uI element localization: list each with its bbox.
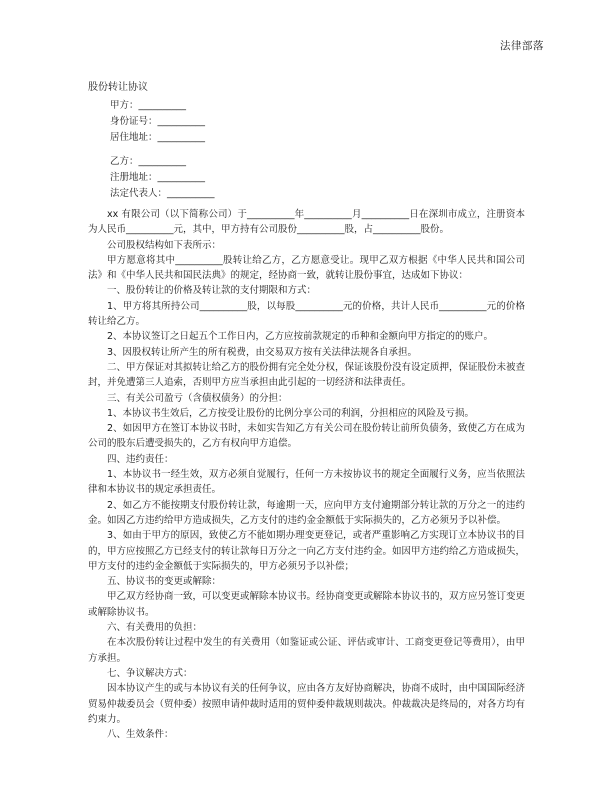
clause-1-1: 1、甲方将其所持公司__________股，以每股__________元的价格，共计人民币__________元的价格转让给乙方。: [88, 300, 525, 328]
party-a-block: [110, 98, 205, 146]
clause-4-1: 1、本协议书一经生效，双方必须自觉履行，任何一方未按协议书的规定全面履行义务，应当依照法律和本协议书的规定承担责任。: [88, 469, 525, 496]
header-brand: 法律部落: [500, 40, 544, 52]
party-b-legal-rep: 法定代表人：__________: [110, 188, 215, 199]
section-heading-4: 四、违约责任：: [107, 453, 174, 465]
paragraph-intro: xx 有限公司（以下简称公司）于__________年__________月__________日在深圳市成立，注册资本为人民币__________元，其中，甲方持有公司股份__________股，占__________股份。: [88, 209, 525, 236]
clause-3-1: 1、本协议书生效后，乙方按受让股份的比例分享公司的利润，分担相应的风险及亏损。: [107, 407, 475, 419]
clause-1-3: 3、因股权转让所产生的所有税费，由交易双方按有关法律法规各自承担。: [107, 346, 418, 358]
clause-1-2: 2、本协议签订之日起五个工作日内，乙方应按前款规定的币种和金额向甲方指定的的账户。: [107, 331, 494, 343]
clause-6: 在本次股份转让过程中发生的有关费用（如鉴证或公证、评估或审计、工商变更登记等费用），由甲方承担。: [88, 637, 525, 664]
paragraph-transfer-intent: 甲方愿意将其中__________股转让给乙方，乙方愿意受让。现甲乙双方根据《中华人民共和国公司法》和《中华人民共和国民法典》的规定，经协商一致，就转让股份事宜，达成如下协议：: [88, 254, 525, 282]
section-heading-5: 五、协议书的变更或解除：: [107, 576, 222, 588]
clause-5: 甲乙双方经协商一致，可以变更或解除本协议书。经协商变更或解除本协议书的，双方应另签订变更或解除协议书。: [88, 591, 526, 618]
party-b-block: [110, 154, 215, 202]
party-a-name: 甲方：__________: [110, 100, 187, 111]
document-body: [88, 207, 525, 742]
section-heading-6: 六、有关费用的负担：: [107, 622, 203, 634]
document-title: 股份转让协议: [88, 82, 148, 93]
party-b-address: 注册地址：__________: [110, 172, 206, 183]
clause-3-2: 2、如因甲方在签订本协议书时，未如实告知乙方有关公司在股份转让前所负债务，致使乙方在成为公司的股东后遭受损失的，乙方有权向甲方追偿。: [88, 423, 525, 450]
clause-4-2: 2、如乙方不能按期支付股份转让款，每逾期一天，应向甲方支付逾期部分转让款的万分之一的违约金。如因乙方违约给甲方造成损失，乙方支付的违约金金额低于实际损失的，乙方必须另予以补偿。: [88, 499, 525, 526]
party-b-name: 乙方：__________: [110, 156, 187, 167]
party-a-address: 居住地址：__________: [110, 132, 206, 143]
clause-7: 因本协议产生的或与本协议有关的任何争议，应由各方友好协商解决，协商不成时，由中国国际经济贸易仲裁委员会（贸仲委）按照申请仲裁时适用的贸仲委仲裁规则裁决。仲裁裁决是终局的，对各方均有约束力。: [88, 683, 526, 725]
section-2: 二、甲方保证对其拟转让给乙方的股份拥有完全处分权，保证该股份没有设定质押，保证股份未被查封，并免遭第三人追索，否则甲方应当承担由此引起的一切经济和法律责任。: [88, 361, 526, 389]
section-heading-1: 一、股份转让的价格及转让款的支付期限和方式：: [107, 285, 317, 297]
paragraph-equity-structure: 公司股权结构如下表所示：: [107, 239, 222, 251]
party-a-id-number: 身份证号：__________: [110, 116, 206, 127]
clause-4-3: 3、如由于甲方的原因，致使乙方不能如期办理变更登记，或者严重影响乙方实现订立本协议书的目的，甲方应按照乙方已经支付的转让款每日万分之一向乙方支付违约金。如因甲方违约给乙方造成损失，甲方支付的违约金金额低于实际损失的，甲方必须另予以补偿；: [88, 530, 526, 572]
section-heading-7: 七、争议解决方式：: [107, 667, 193, 679]
section-heading-8: 八、生效条件：: [107, 729, 174, 741]
section-heading-3: 三、有关公司盈亏（含债权债务）的分担：: [107, 392, 288, 404]
